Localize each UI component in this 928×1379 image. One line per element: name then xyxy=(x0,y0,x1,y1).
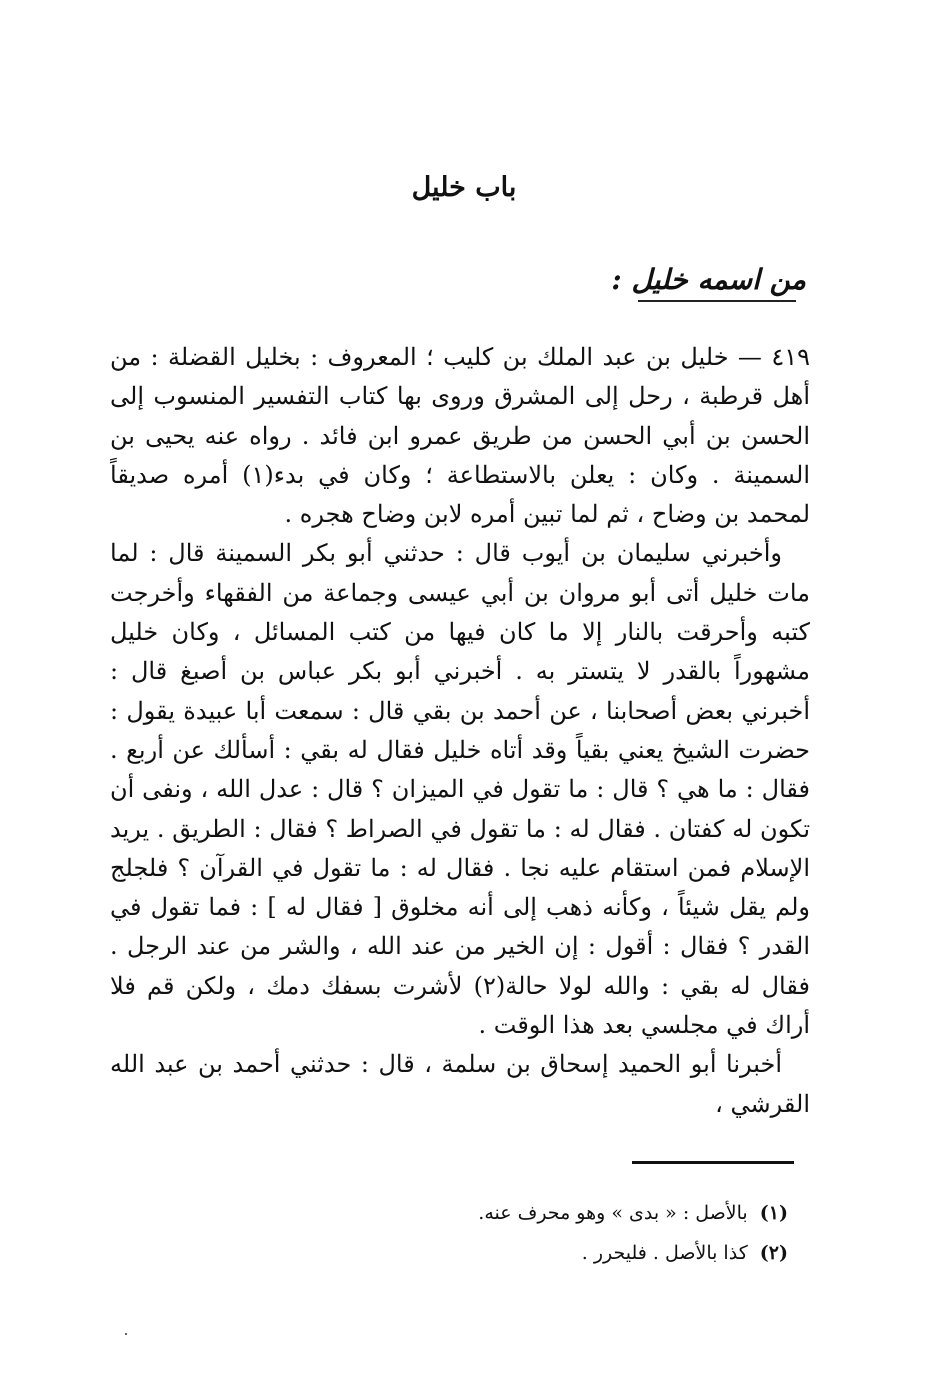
footnote-2 xyxy=(288,1233,788,1273)
footnote-text: كذا بالأصل . فليحرر . xyxy=(581,1242,748,1264)
chapter-title: باب خليل xyxy=(411,172,517,203)
narration-paragraph: وأخبرني سليمان بن أيوب قال : حدثني أبو بكر السمينة قال : لما مات خليل أتى أبو مروان بن أبي عيسى وجماعة من الفقهاء وأخرجت كتبه وأحرقت بالنار إلا ما كان فيها من كتب المسائل ، وكان خليل مشهوراً بالقدر لا يتستر به . أخبرني أبو بكر عباس بن أصبغ قال : أخبرني بعض أصحابنا ، عن أحمد بن بقي قال : سمعت أبا عبيدة يقول : حضرت الشيخ يعني بقياً وقد أتاه خليل فقال له بقي : أسألك عن أربع . فقال : ما هي ؟ قال : ما تقول في الميزان ؟ قال : عدل الله ، ونفى أن تكون له كفتان . فقال له : ما تقول في الصراط ؟ فقال : الطريق . يريد الإسلام فمن استقام عليه نجا . فقال له : ما تقول في القرآن ؟ فلجلج ولم يقل شيئاً ، وكأنه ذهب إلى أنه مخلوق [ فقال له ] : فما تقول في القدر ؟ فقال : أقول : إن الخير من عند الله ، والشر من عند الرجل . فقال له بقي : والله لولا حالة(٢) لأشرت بسفك دمك ، ولكن قم فلا أراك في مجلسي بعد هذا الوقت . xyxy=(110,539,810,1040)
footnote-1 xyxy=(288,1193,788,1233)
scan-speck xyxy=(125,1333,127,1335)
footnotes xyxy=(288,1193,788,1273)
section-heading-underline xyxy=(638,300,796,302)
continuation-paragraph: أخبرنا أبو الحميد إسحاق بن سلمة ، قال : حدثني أحمد بن عبد الله القرشي ، xyxy=(110,1050,810,1118)
section-heading xyxy=(611,263,806,296)
entry-paragraph: ٤١٩ — خليل بن عبد الملك بن كليب ؛ المعروف : بخليل القضلة : من أهل قرطبة ، رحل إلى المشرق وروى بها كتاب التفسير المنسوب إلى الحسن بن أبي الحسن من طريق عمرو ابن فائد . رواه عنه يحيى بن السمينة . وكان : يعلن بالاستطاعة ؛ وكان في بدء(١) أمره صديقاً لمحمد بن وضاح ، ثم لما تبين أمره لابن وضاح هجره . xyxy=(110,343,810,529)
section-heading-text: من اسمه خليل : xyxy=(611,263,806,296)
footnote-divider xyxy=(632,1161,794,1164)
footnote-number: (١) xyxy=(759,1202,788,1224)
main-text xyxy=(110,338,810,1124)
footnote-text: بالأصل : « بدى » وهو محرف عنه. xyxy=(478,1202,748,1224)
footnote-number: (٢) xyxy=(759,1242,788,1264)
